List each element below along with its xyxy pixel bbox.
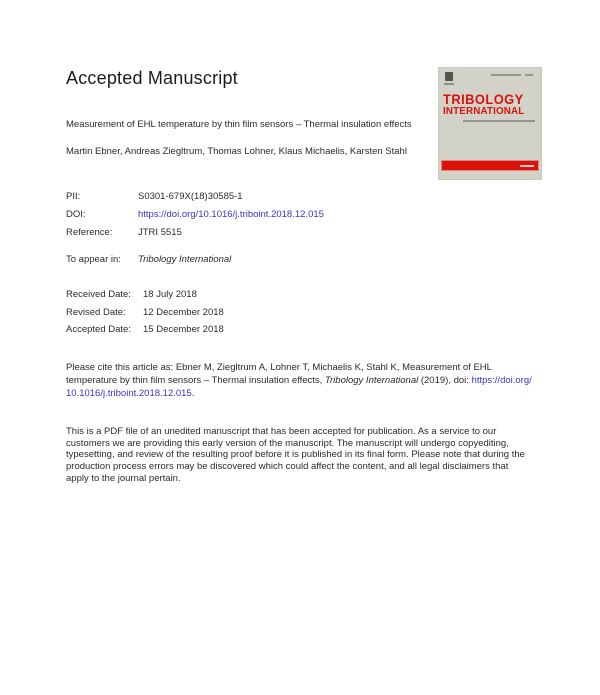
accepted-date-value: 15 December 2018 — [143, 324, 224, 335]
author-list: Martin Ebner, Andreas Ziegltrum, Thomas Lohner, Klaus Michaelis, Karsten Stahl — [66, 146, 407, 157]
disclaimer-paragraph: This is a PDF file of an unedited manuscript that has been accepted for publication. As a service to our customers we are providing this early version of the manuscript. The manuscript will undergo copyediting, typesetting, and review of the resulting proof before it is published in its final form. Please note that during the production process errors may be discovered which could affect the content, and all legal disclaimers that apply to the journal pertain. — [66, 426, 525, 484]
cover-journal-title-line1: TRIBOLOGY — [443, 91, 524, 107]
to-appear-in-value: Tribology International — [138, 254, 232, 265]
page-title: Accepted Manuscript — [66, 68, 238, 88]
cover-issue-text — [525, 74, 533, 76]
reference-value: JTRI 5515 — [138, 227, 182, 238]
cover-publisher-bar — [441, 160, 539, 171]
journal-logo-caption — [444, 83, 454, 85]
revised-date-value: 12 December 2018 — [143, 307, 224, 318]
citation-paragraph — [66, 361, 532, 400]
article-title: Measurement of EHL temperature by thin film sensors – Thermal insulation effects — [66, 119, 412, 130]
received-date-label: Received Date: — [66, 289, 131, 300]
journal-cover-thumbnail — [438, 67, 542, 180]
cover-tagline-line — [463, 120, 535, 122]
citation-text-mid: (2019), doi: — [418, 375, 472, 386]
citation-text-pre: Please cite this article as: Ebner M, Ziegltrum A, Lohner T, Michaelis K, Stahl K, Measurement of EHL temperature by thin film sensors – Thermal insulation effects, — [66, 362, 492, 386]
revised-date-label: Revised Date: — [66, 307, 126, 318]
citation-text-post: . — [191, 388, 195, 399]
cover-publisher-text — [520, 165, 534, 167]
citation-doi-link[interactable]: https://doi.org/10.1016/j.triboint.2018.12.015 — [66, 375, 532, 399]
cover-journal-title-line2: INTERNATIONAL — [443, 105, 525, 117]
cover-issue-text — [491, 74, 521, 76]
citation-journal-name: Tribology International — [324, 375, 419, 386]
received-date-value: 18 July 2018 — [143, 289, 197, 300]
pii-value: S0301-679X(18)30585-1 — [138, 191, 243, 202]
doi-label: DOI: — [66, 209, 86, 220]
reference-label: Reference: — [66, 227, 113, 238]
to-appear-in-label: To appear in: — [66, 254, 121, 265]
journal-logo-icon — [445, 72, 453, 81]
accepted-date-label: Accepted Date: — [66, 324, 131, 335]
pii-label: PII: — [66, 191, 81, 202]
doi-link[interactable]: https://doi.org/10.1016/j.triboint.2018.12.015 — [138, 209, 324, 220]
